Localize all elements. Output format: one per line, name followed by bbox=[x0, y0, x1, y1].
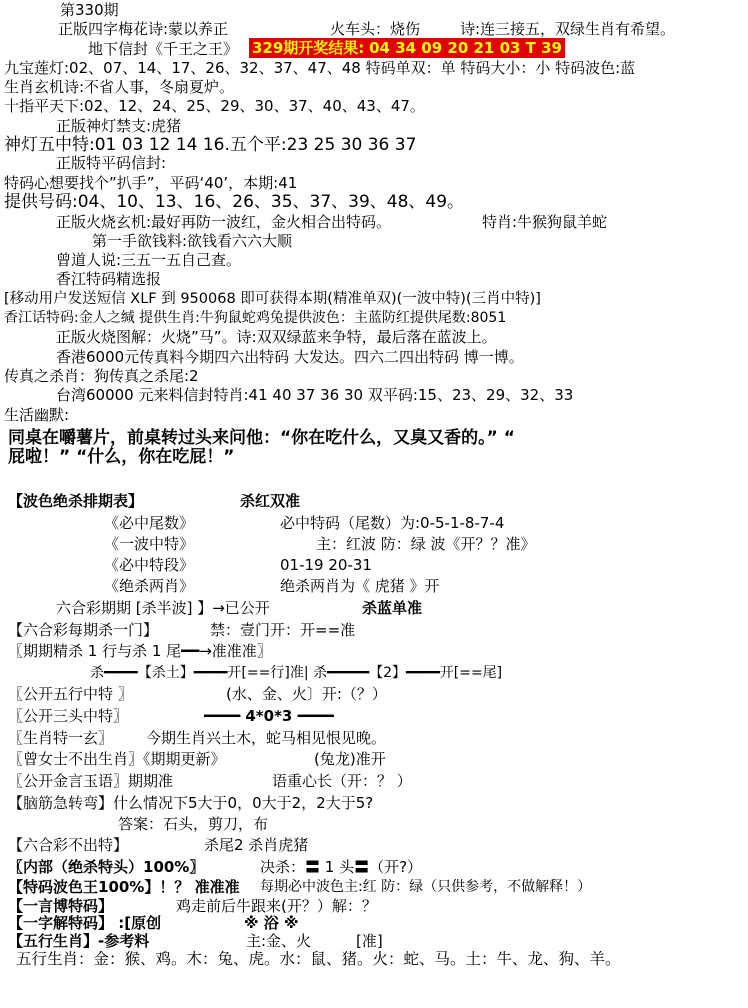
xiang-jiang-line: 香江特码精选报 bbox=[56, 270, 162, 288]
tw60000-line: 台湾60000 元来料信封特肖:41 40 37 36 30 双平码:15、23、29、32、33 bbox=[56, 386, 574, 404]
wu-xing-sheng-label: 【五行生肖】-参考料 bbox=[8, 932, 150, 950]
zeng-nv-shi-label: 〖曾女士不出生肖〗《期期更新》 bbox=[8, 750, 226, 768]
bi-zhong-wei-label: 《必中尾数》 bbox=[104, 514, 195, 532]
shen-deng-jin-line: 正版神灯禁支:虎猪 bbox=[56, 117, 182, 135]
ti-gong-line: 提供号码:04、10、13、16、26、35、37、39、48、49。 bbox=[4, 192, 465, 212]
te-ping-line: 正版特平码信封: bbox=[56, 154, 167, 172]
result-banner bbox=[249, 38, 565, 58]
te-xiao-line: 特肖:牛猴狗鼠羊蛇 bbox=[482, 213, 608, 231]
joke-line-1: 同桌在嚼薯片，前桌转过头来问他：“你在吃什么，又臭又香的。” “ bbox=[8, 428, 515, 448]
di-xia-label: 地下信封《千王之王》 bbox=[88, 40, 239, 58]
sha-tu-line: 杀━━━━【杀土】━━━━开[==行]准| 杀━━━━━【2】━━━━开[==尾] bbox=[90, 665, 503, 681]
bo-se-title: 【波色绝杀排期表】 bbox=[8, 492, 144, 510]
bi-zhong-wei-value: 必中特码（尾数）为:0-5-1-8-7-4 bbox=[280, 514, 505, 532]
san-tou-label: 〖公开三头中特〗 bbox=[8, 707, 129, 725]
te-ma-bo-label: 【特码波色王100%】！？ 准准准 bbox=[8, 878, 240, 896]
jue-sha-liang-label: 《绝杀两肖》 bbox=[104, 577, 195, 595]
sms-line: [移动用户发送短信 XLF 到 950068 即可获得本期(精准单双)(一波中特)(三肖中特)] bbox=[4, 291, 541, 307]
ceng-dao-line: 曾道人说:三五一五自己查。 bbox=[56, 251, 242, 269]
shi-zhi-line: 十指平天下:02、12、24、25、29、30、37、40、43、47。 bbox=[4, 97, 425, 115]
di-yi-line: 第一手欲钱料:欲钱看六六大顺 bbox=[92, 232, 293, 250]
nei-bu-value: 决杀：〓 1 头〓（开?） bbox=[260, 858, 423, 876]
humor-title: 生活幽默: bbox=[4, 406, 70, 424]
jue-sha-liang-value: 绝杀两肖为《 虎猪 》开 bbox=[280, 577, 440, 595]
xin-xiang-line: 特码心想要找个”扒手”，平码‘40’，本期:41 bbox=[4, 174, 298, 192]
mei-qi-sha-label: 【六合彩每期杀一门】 bbox=[8, 621, 159, 639]
da-an-line: 答案：石头，剪刀，布 bbox=[118, 815, 269, 833]
jin-yan-value: 语重心长（开：？ ） bbox=[272, 772, 412, 790]
result-numbers: 04 34 09 20 21 03 T 39 bbox=[369, 39, 562, 57]
san-tou-value: ━━━━ 4*0*3 ━━━━ bbox=[204, 707, 334, 725]
huo-shao-line: 正版火烧玄机:最好再防一波红，金火相合出特码。 bbox=[56, 213, 392, 231]
train-head: 火车头：烧伤 bbox=[330, 20, 421, 38]
chuan-zhen-line: 传真之杀肖：狗传真之杀尾:2 bbox=[4, 367, 199, 385]
sheng-xiao-yi-label: 〖生肖特一玄〗 bbox=[8, 729, 114, 747]
period-label: 第330期 bbox=[60, 1, 119, 19]
nei-bu-label: 〖内部（绝杀特头）100%〗 bbox=[8, 858, 205, 876]
poem-line: 诗:连三接五，双绿生肖有希望。 bbox=[460, 20, 676, 38]
sha-hong-label: 杀红双准 bbox=[240, 492, 301, 510]
nao-jin-line: 【脑筋急转弯】什么情况下5大于0，0大于2，2大于5? bbox=[8, 794, 374, 812]
hk6000-line: 香港6000元传真料今期四六出特码 大发达。四六二四出特码 博一博。 bbox=[56, 348, 524, 366]
yi-bo-label: 《一波中特》 bbox=[104, 535, 195, 553]
yi-zi-label: 【一字解特码】 :[原创 bbox=[8, 914, 162, 932]
bi-zhong-duan-value: 01-19 20-31 bbox=[280, 556, 372, 574]
sheng-xiao-yi-value: 今期生肖兴土木，蛇马相见恨见晚。 bbox=[146, 729, 387, 747]
wu-xing-label: 〖公开五行中特 〗 bbox=[8, 685, 133, 703]
wu-xing-sheng-value: 主:金、火 bbox=[246, 932, 312, 950]
shen-deng-line: 神灯五中特:01 03 12 14 16.五个平:23 25 30 36 37 bbox=[4, 135, 417, 155]
jiu-bao-line: 九宝莲灯:02、07、14、17、26、32、37、47、48 特码单双：单 特码大小：小 特码波色:蓝 bbox=[4, 59, 636, 77]
liu-he-ban-line: 六合彩期期 [杀半波] 】→已公开 bbox=[56, 599, 270, 617]
bi-zhong-duan-label: 《必中特段》 bbox=[104, 556, 195, 574]
zeng-nv-shi-value: (兔龙)准开 bbox=[314, 750, 386, 768]
bu-chu-te-value: 杀尾2 杀肖虎猪 bbox=[204, 836, 309, 854]
poem-title: 正版四字梅花诗:蒙以养正 bbox=[58, 20, 229, 38]
yi-bo-value: 主：红波 防：绿 波《开？？准》 bbox=[316, 535, 536, 553]
jin-yan-label: 〖公开金言玉语〗期期准 bbox=[8, 772, 174, 790]
wu-xing-value: (水、金、火〕开:（？） bbox=[226, 685, 387, 703]
result-label: 329期开奖结果: bbox=[252, 39, 365, 57]
mei-qi-sha-value: 禁：壹门开：开==准 bbox=[210, 621, 356, 639]
bu-chu-te-label: 【六合彩不出特】 bbox=[8, 836, 129, 854]
yi-yan-value: 鸡走前后牛跟来(开？）解：？ bbox=[176, 897, 377, 915]
te-ma-bo-value: 每期必中波色主:红 防：绿（只供参考，不做解释！） bbox=[260, 879, 592, 895]
hua-te-line: 香江话特码:金人之缄 提供生肖:牛狗鼠蛇鸡兔提供波色：主蓝防红提供尾数:8051 bbox=[4, 310, 507, 326]
huo-shao-tu-line: 正版火烧图解：火烧”马”。诗:双双绿蓝来争特，最后落在蓝波上。 bbox=[56, 328, 497, 346]
xuan-ji-line: 生肖玄机诗:不省人事，冬扇夏炉。 bbox=[4, 78, 235, 96]
jing-sha-line: 〖期期精杀 1 行与杀 1 尾━━→准准准〗 bbox=[8, 642, 272, 660]
joke-line-2: 屁啦！” “什么，你在吃屁！” bbox=[8, 447, 235, 467]
wu-xing-list: 五行生肖：金：猴、鸡。木：兔、虎。水：鼠、猪。火：蛇、马。土：牛、龙、狗、羊。 bbox=[16, 950, 621, 968]
yi-zi-value: ※ 浴 ※ bbox=[244, 914, 299, 932]
wu-xing-sheng-zhun: [准] bbox=[356, 932, 383, 950]
sha-lan-label: 杀蓝单准 bbox=[362, 599, 423, 617]
yi-yan-label: 【一言博特码】 bbox=[8, 897, 114, 915]
